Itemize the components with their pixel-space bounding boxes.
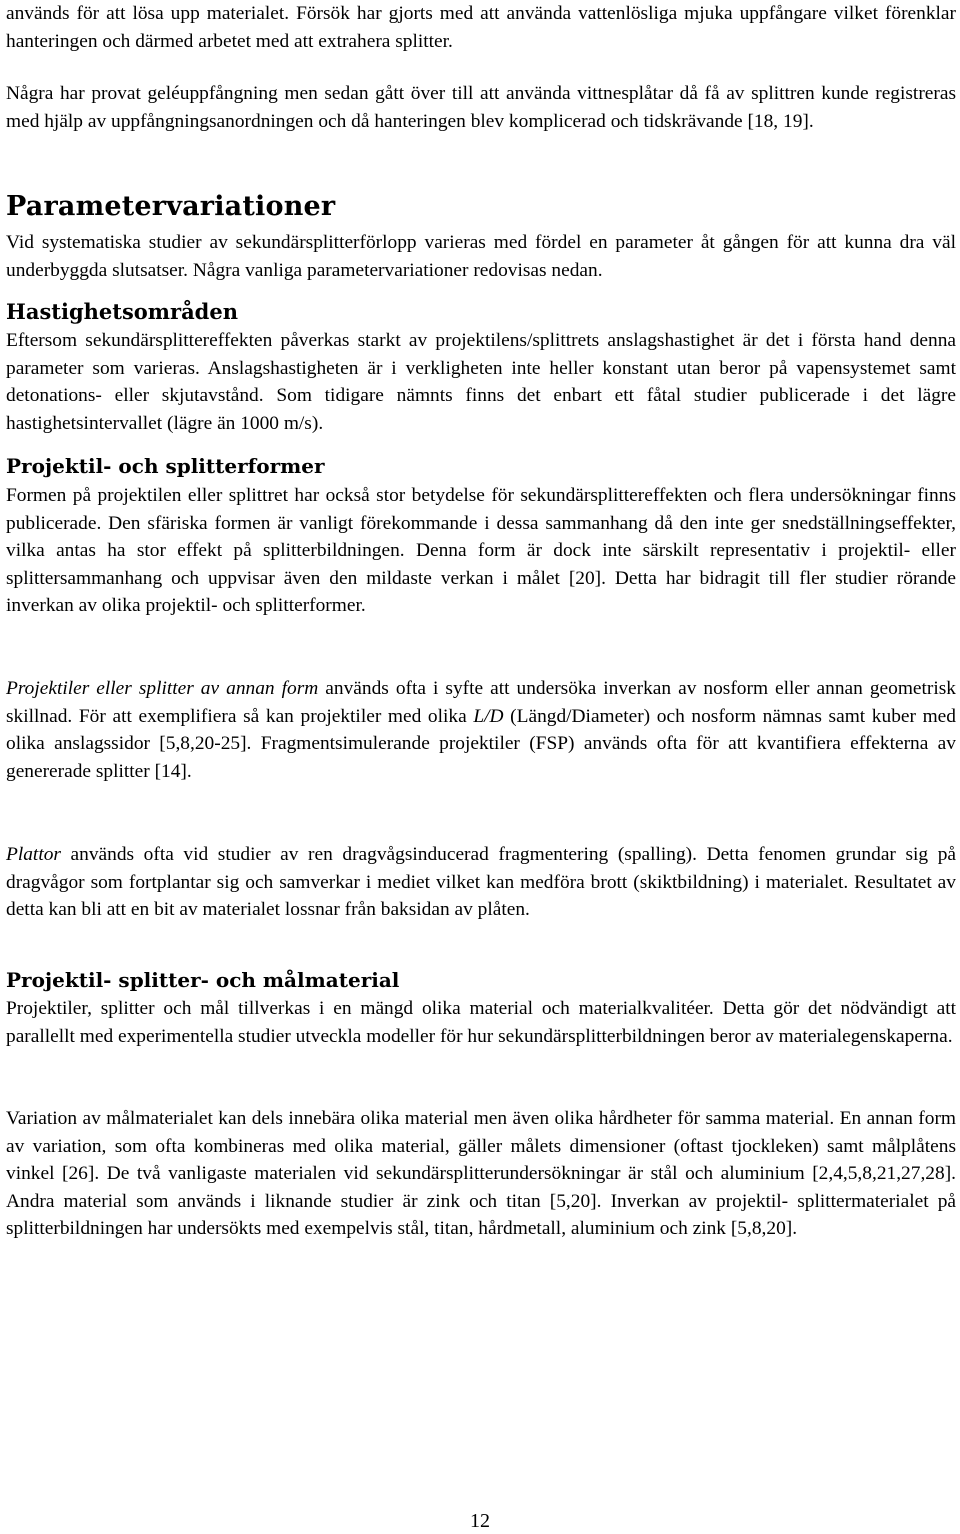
paragraph-malmaterial: Projektiler, splitter och mål tillverkas i en mängd olika material och materialkvalitéer. Detta gör det nödvändigt att parallellt med experimentella studier utveckla modeller för hur sekundärsplitterbildningen beror av materialegenskaperna. xyxy=(6,998,956,1047)
paragraph-variation: Variation av målmaterialet kan dels innebära olika material men även olika hårdheter för samma material. En annan form av variation, som ofta kombineras med olika material, gäller målets dimensioner (oftast tjockleken) samt målplåtens vinkel [26]. De två vanligaste materialen vid sekundärsplitterundersökningar är stål och aluminium [2,4,5,8,21,27,28]. Andra material som används i liknande studier är zink och titan [5,20]. Inverkan av projektil- splittermaterialet på splitterbildningen har undersökts med exempelvis stål, titan, hårdmetall, aluminium och zink [5,8,20]. xyxy=(6,1108,956,1239)
paragraph-hastighetsomraden: Eftersom sekundärsplittereffekten påverkas starkt av projektilens/splittrets anslagshastighet är det i första hand denna parameter som varieras. Anslagshastigheten är i verkligheten inte heller konstant utan beror på vapensystemet samt detonations- eller skjutavstånd. Som tidigare nämnts finns det enbart ett fåtal studier publicerade i det lägre hastighetsintervallet (lägre än 1000 m/s). xyxy=(6,330,956,434)
paragraph-parametervariationer: Vid systematiska studier av sekundärsplitterförlopp varieras med fördel en parameter åt gången för att kunna dra väl underbyggda slutsatser. Några vanliga parametervariationer redovisas nedan. xyxy=(6,232,956,281)
text-annan-form-a: används ofta i syfte att undersöka inverkan av nosform eller annan geometrisk skillnad. För att exemplifiera så kan projektiler med olika xyxy=(6,678,956,727)
page-number: 12 xyxy=(470,1510,490,1532)
heading-hastighetsomraden: Hastighetsområden xyxy=(6,299,238,324)
italic-plattor: Plattor xyxy=(6,844,61,865)
heading-malmaterial: Projektil- splitter- och målmaterial xyxy=(6,968,400,992)
paragraph-annan-form xyxy=(6,675,956,785)
italic-ld: L/D xyxy=(473,705,504,727)
text-annan-form-b: (Längd/Diameter) och nosform nämnas samt kuber med olika anslagssidor [5,8,20-25]. Fragmentsimulerande projektiler (FSP) används ofta för att kvantifiera effekterna av genererade splitter [14]. xyxy=(6,705,956,782)
paragraph-top: används för att lösa upp materialet. Försök har gjorts med att använda vattenlösliga mjuka uppfångare vilket förenklar hanteringen och därmed arbetet med att extrahera splitter. xyxy=(6,3,956,52)
italic-annan-form: Projektiler eller splitter av annan form xyxy=(6,678,319,699)
paragraph-gel: Några har provat geléuppfångning men sedan gått över till att använda vittnesplåtar då få av splittren kunde registreras med hjälp av uppfångningsanordningen och då hanteringen blev komplicerad och tidskrävande [18, 19]. xyxy=(6,83,956,132)
text-plattor: används ofta vid studier av ren dragvågsinducerad fragmentering (spalling). Detta fenomen grundar sig på dragvågor som fortplantar sig och samverkar i mediet vilket kan medföra brott (skiktbildning) i materialet. Resultatet av detta kan bli att en bit av materialet lossnar från baksidan av plåten. xyxy=(6,844,956,920)
heading-projektil-splitterformer: Projektil- och splitterformer xyxy=(6,454,325,478)
heading-parametervariationer: Parametervariationer xyxy=(6,191,336,222)
paragraph-plattor xyxy=(6,841,956,924)
paragraph-projektil-splitterformer: Formen på projektilen eller splittret har också stor betydelse för sekundärsplittereffekten och flera undersökningar finns publicerade. Den sfäriska formen är vanligt förekommande i dessa sammanhang då den inte ger snedställningseffekter, vilka antas ha stor effekt på splitterbildningen. Denna form är dock inte särskilt representativ i projektil- eller splittersammanhang och uppvisar även den mildaste verkan i målet [20]. Detta har bidragit till fler studier rörande inverkan av olika projektil- och splitterformer. xyxy=(6,485,956,616)
